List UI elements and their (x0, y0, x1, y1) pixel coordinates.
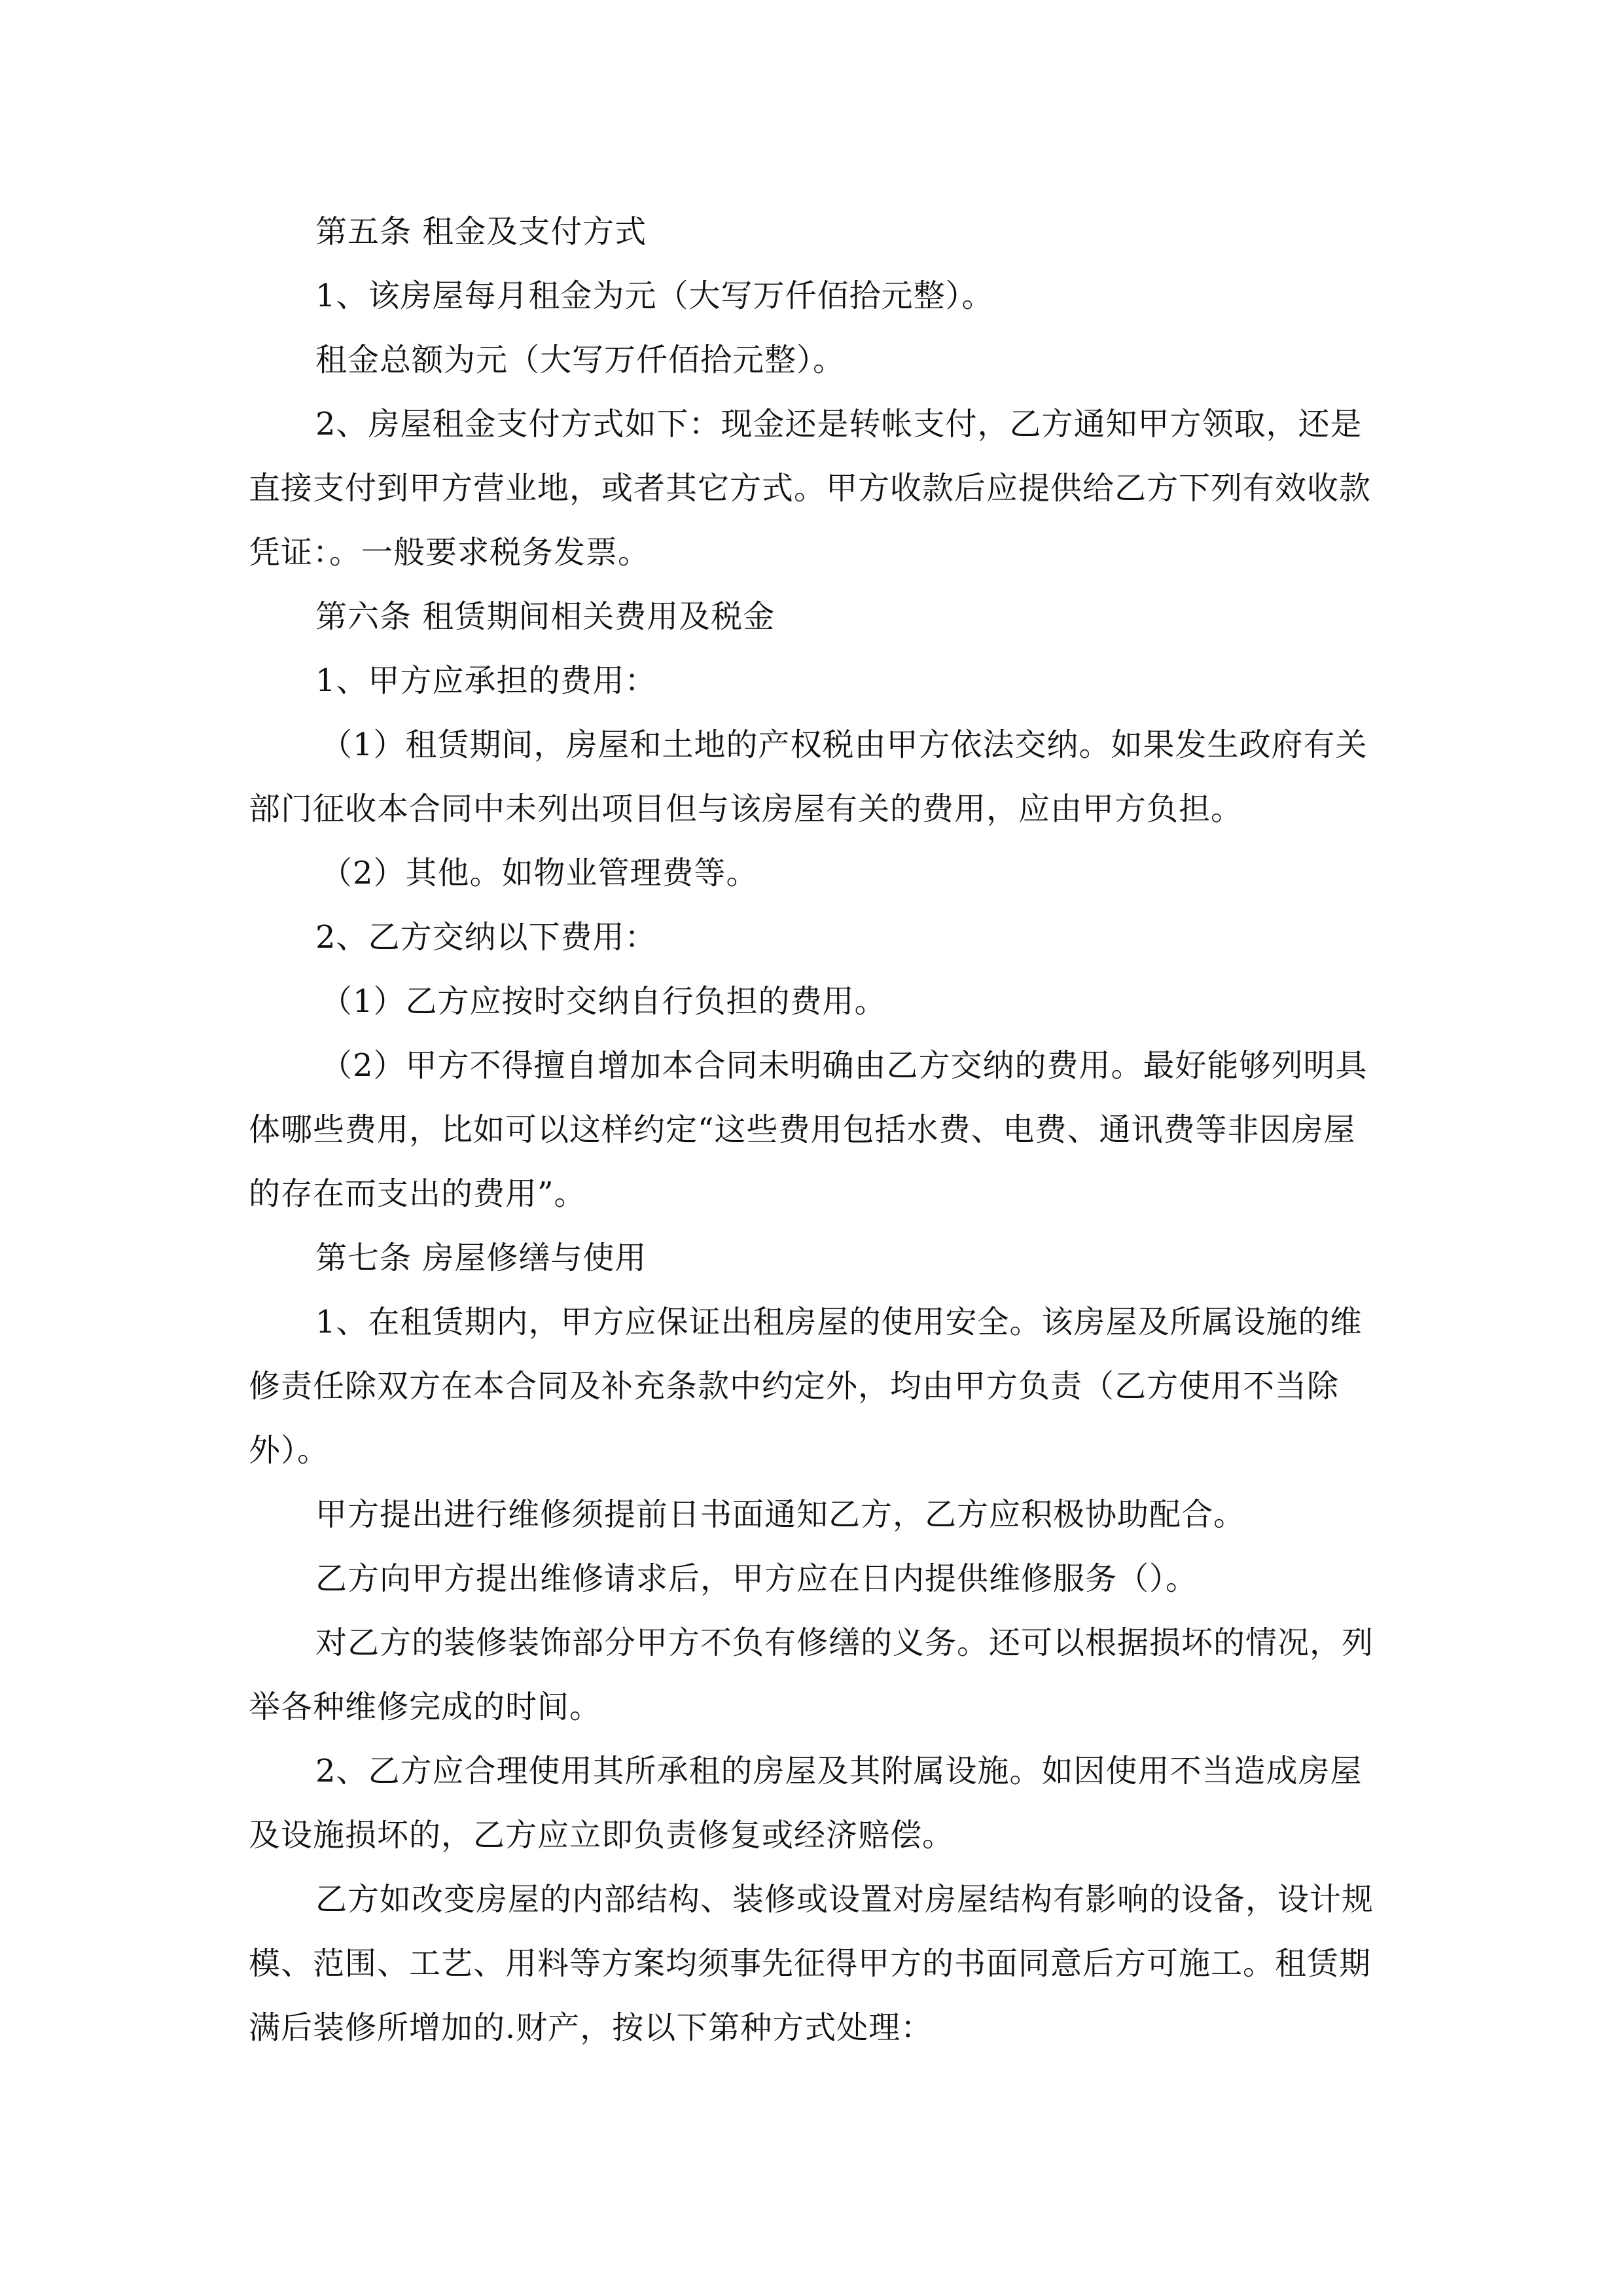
article-7-decoration-line-1: 对乙方的装修装饰部分甲方不负有修缮的义务。还可以根据损坏的情况，列 (315, 1624, 1374, 1661)
article-5-item-2-line-1: 2、房屋租金支付方式如下：现金还是转帐支付，乙方通知甲方领取，还是 (315, 406, 1363, 442)
article-5-item-2-line-3: 凭证：。一般要求税务发票。 (249, 534, 651, 571)
article-5-total-rent: 租金总额为元（大写万仟佰拾元整）。 (315, 342, 846, 378)
article-6-item-2-1: （1）乙方应按时交纳自行负担的费用。 (321, 983, 887, 1020)
article-5-item-1: 1、该房屋每月租金为元（大写万仟佰拾元整）。 (315, 278, 994, 314)
article-6-item-1-1-line-1: （1）租赁期间，房屋和土地的产权税由甲方依法交纳。如果发生政府有关 (321, 726, 1368, 763)
article-5-heading: 第五条 租金及支付方式 (315, 213, 647, 250)
article-7-heading: 第七条 房屋修缮与使用 (315, 1240, 647, 1276)
article-7-item-2-line-1: 2、乙方应合理使用其所承租的房屋及其附属设施。如因使用不当造成房屋 (315, 1753, 1363, 1789)
article-7-alteration-line-1: 乙方如改变房屋的内部结构、装修或设置对房屋结构有影响的设备，设计规 (315, 1881, 1374, 1918)
article-6-item-2-2-line-2: 体哪些费用，比如可以这样约定“这些费用包括水费、电费、通讯费等非因房屋 (249, 1111, 1356, 1148)
article-6-item-1-2: （2）其他。如物业管理费等。 (321, 855, 758, 891)
article-5-item-2-line-2: 直接支付到甲方营业地，或者其它方式。甲方收款后应提供给乙方下列有效收款 (249, 470, 1372, 507)
article-6-heading: 第六条 租赁期间相关费用及税金 (315, 598, 776, 635)
article-6-item-1: 1、甲方应承担的费用： (315, 662, 657, 699)
article-6-item-1-1-line-2: 部门征收本合同中未列出项目但与该房屋有关的费用，应由甲方负担。 (249, 791, 1243, 827)
article-7-item-1-line-1: 1、在租赁期内，甲方应保证出租房屋的使用安全。该房屋及所属设施的维 (315, 1304, 1363, 1340)
article-6-item-2-2-line-1: （2）甲方不得擅自增加本合同未明确由乙方交纳的费用。最好能够列明具 (321, 1047, 1368, 1084)
article-6-item-2-2-line-3: 的存在而支出的费用”。 (249, 1175, 586, 1212)
article-7-item-1-line-2: 修责任除双方在本合同及补充条款中约定外，均由甲方负责（乙方使用不当除 (249, 1368, 1340, 1405)
article-7-repair-notice: 甲方提出进行维修须提前日书面通知乙方，乙方应积极协助配合。 (315, 1496, 1246, 1533)
article-7-alteration-line-2: 模、范围、工艺、用料等方案均须事先征得甲方的书面同意后方可施工。租赁期 (249, 1945, 1372, 1982)
article-7-item-2-line-2: 及设施损坏的，乙方应立即负责修复或经济赔偿。 (249, 1817, 955, 1854)
article-7-decoration-line-2: 举各种维修完成的时间。 (249, 1689, 602, 1725)
article-7-item-1-line-3: 外）。 (249, 1432, 330, 1469)
article-7-alteration-line-3: 满后装修所增加的.财产，按以下第种方式处理： (249, 2009, 933, 2046)
article-7-repair-request: 乙方向甲方提出维修请求后，甲方应在日内提供维修服务（）。 (315, 1560, 1198, 1597)
article-6-item-2: 2、乙方交纳以下费用： (315, 919, 657, 956)
